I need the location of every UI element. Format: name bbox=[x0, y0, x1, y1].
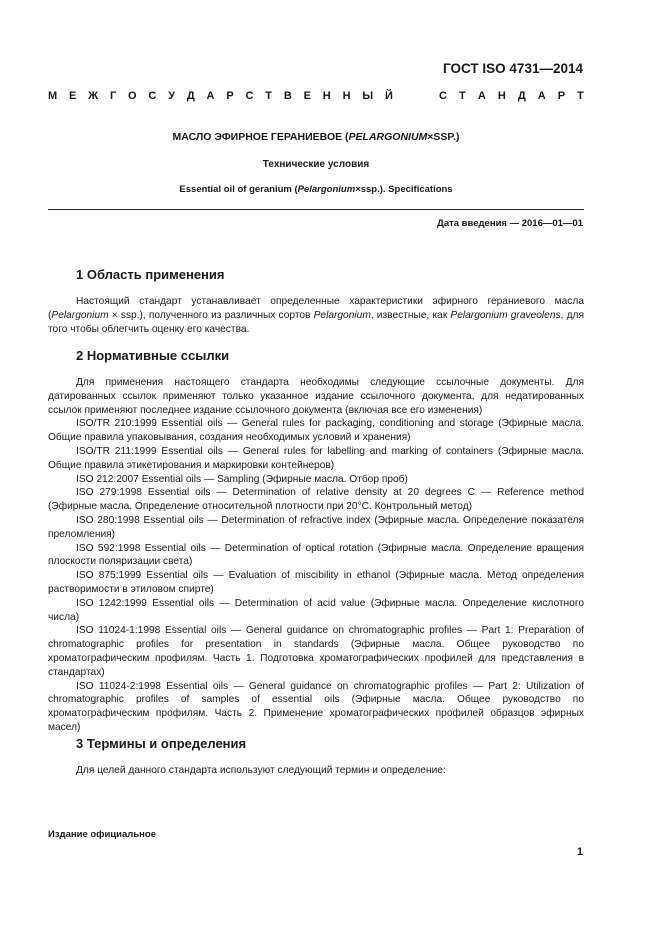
banner-interstate-letter: Е bbox=[303, 90, 311, 102]
section-2-heading: 2 Нормативные ссылки bbox=[76, 348, 230, 363]
normative-ref-paragraph: ISO 280:1998 Essential oils — Determination of refractive index (Эфирные масла. Определение показателя преломления) bbox=[48, 514, 584, 540]
title-prefix: МАСЛО ЭФИРНОЕ ГЕРАНИЕВОЕ ( bbox=[172, 131, 349, 143]
banner-interstate-letter: М bbox=[48, 90, 58, 102]
section-3-body bbox=[48, 764, 584, 778]
en-title-suffix: ×ssp.). Specifications bbox=[355, 184, 453, 195]
section-1-paragraph bbox=[48, 295, 584, 336]
banner-standard-letter: А bbox=[477, 90, 486, 102]
header-divider bbox=[48, 209, 584, 210]
normative-ref-paragraph: ISO 875:1999 Essential oils — Evaluation of miscibility in ethanol (Эфирные масла. Метод определения растворимости в этиловом спирте) bbox=[48, 570, 584, 595]
banner-interstate-letter: О bbox=[128, 90, 137, 102]
banner-standard-letter: Т bbox=[459, 90, 466, 102]
normative-ref-paragraph: ISO 279:1998 Essential oils — Determination of relative density at 20 degrees C — Reference method (Эфирные масла. Определение относительной плотности при 20°С. Контрольный метод) bbox=[48, 487, 584, 513]
banner-interstate-letter: В bbox=[283, 90, 292, 102]
banner-interstate bbox=[48, 90, 393, 102]
banner-standard-letter: Д bbox=[517, 90, 526, 102]
en-title-italic: Pelargonium bbox=[297, 184, 356, 195]
banner-standard-letter: С bbox=[439, 90, 447, 102]
banner-interstate-letter: У bbox=[168, 90, 176, 102]
banner-interstate-letter: Ы bbox=[362, 90, 374, 102]
s1-italic-3: Pelargonium graveolens bbox=[450, 309, 561, 321]
s1-italic-2: Pelargonium bbox=[313, 309, 371, 321]
document-title bbox=[48, 131, 584, 143]
banner-interstate-letter: Ж bbox=[88, 90, 99, 102]
banner-standard-letter: А bbox=[537, 90, 546, 102]
s1-text-b: × ssp.), полученного из различных сортов bbox=[108, 309, 314, 321]
banner-interstate-letter: Е bbox=[69, 90, 77, 102]
normative-ref-paragraph: Для применения настоящего стандарта необходимы следующие ссылочные документы. Для датированных ссылок применяют только указанное издание ссылочного документа, для недатированных ссылок применяют последнее издание ссылочного документа (включая все его изменения) bbox=[48, 377, 584, 416]
normative-ref-paragraph: ISO 11024-2:1998 Essential oils — General guidance on chromatographic profiles — Part 2: Utilization of chromatographic profiles of samples of essential oils (Эфирные масла. Общее руководство по хроматографическим профилям. Часть 2. Применение хроматографических профилей образцов эфирных масел) bbox=[48, 680, 584, 733]
banner-standard-letter: Р bbox=[557, 90, 566, 102]
banner-interstate-letter: Й bbox=[384, 90, 393, 102]
normative-ref-paragraph: ISO 212:2007 Essential oils — Sampling (Эфирные масла. Отбор проб) bbox=[76, 473, 408, 485]
banner-interstate-letter: С bbox=[245, 90, 254, 102]
banner-interstate-letter: Н bbox=[342, 90, 351, 102]
normative-ref-paragraph: ISO 1242:1999 Essential oils — Determination of acid value (Эфирные масла. Определение кислотного числа) bbox=[48, 597, 584, 623]
banner-interstate-letter: Н bbox=[322, 90, 331, 102]
normative-ref-paragraph: ISO/TR 210:1999 Essential oils — General rules for packaging, conditioning and storage (Эфирные масла. Общие правила упаковывания, создания необходимых условий и хранения) bbox=[48, 418, 584, 444]
title-suffix: ×SSP.) bbox=[427, 131, 460, 143]
s1-text-c: , известные, как bbox=[370, 309, 451, 321]
section-2-body bbox=[48, 376, 584, 735]
s1-text-d: , для того чтобы облегчить оценку его качества. bbox=[48, 309, 584, 335]
banner-standard bbox=[439, 90, 584, 102]
introduction-date: Дата введения — 2016—01—01 bbox=[437, 218, 583, 229]
normative-ref-paragraph: ISO 11024-1:1998 Essential oils — General guidance on chromatographic profiles — Part 1: Preparation of chromatographic profiles for presentation in standards (Эфирные масла. Общее руководство по хроматографическим профилям. Часть 1. Подготовка хроматографических профилей для представления в стандартах) bbox=[48, 625, 584, 678]
banner-interstate-letter: Г bbox=[109, 90, 117, 102]
section-3-paragraph: Для целей данного стандарта используют следующий термин и определение: bbox=[76, 765, 446, 776]
s1-text-a: Настоящий стандарт устанавливает определенные характеристики эфирного гераниевого масла ( bbox=[48, 296, 584, 321]
banner-interstate-letter: А bbox=[206, 90, 215, 102]
banner-interstate-letter: С bbox=[148, 90, 157, 102]
english-title bbox=[48, 184, 584, 195]
standard-banner bbox=[48, 90, 584, 108]
banner-standard-letter: Т bbox=[577, 90, 584, 102]
banner-interstate-letter: Т bbox=[265, 90, 273, 102]
page-number: 1 bbox=[576, 846, 583, 858]
title-italic: PELARGONIUM bbox=[348, 131, 428, 143]
s1-italic-1: Pelargonium bbox=[51, 309, 109, 321]
normative-ref-paragraph: ISO/TR 211:1999 Essential oils — General rules for labelling and marking of containers (Эфирные масла. Общие правила этикетирования и маркировки контейнеров) bbox=[48, 445, 584, 471]
banner-standard-letter: Н bbox=[497, 90, 506, 102]
banner-interstate-letter: Р bbox=[226, 90, 234, 102]
section-3-heading: 3 Термины и определения bbox=[76, 736, 247, 751]
section-1-heading: 1 Область применения bbox=[76, 267, 225, 282]
document-subtitle: Технические условия bbox=[262, 159, 370, 170]
normative-ref-paragraph: ISO 592:1998 Essential oils — Determination of optical rotation (Эфирные масла. Определение вращения плоскости поляризации света) bbox=[48, 542, 584, 568]
section-1-body bbox=[48, 295, 584, 336]
document-code: ГОСТ ISO 4731—2014 bbox=[443, 61, 583, 76]
official-edition-note: Издание официальное bbox=[48, 829, 156, 840]
en-title-prefix: Essential oil of geranium ( bbox=[179, 184, 298, 195]
banner-interstate-letter: Д bbox=[186, 90, 195, 102]
